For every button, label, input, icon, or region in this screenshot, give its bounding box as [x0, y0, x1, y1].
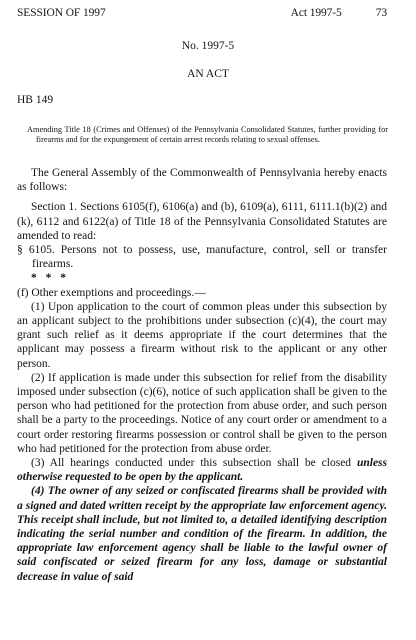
document-number: No. 1997-5 [181, 40, 235, 52]
subsection-f-heading: (f) Other exemptions and proceedings.— [17, 286, 206, 299]
document-body [17, 166, 387, 584]
session-label: SESSION OF 1997 [17, 7, 106, 19]
bill-number: HB 149 [17, 94, 54, 106]
act-and-page [291, 7, 387, 19]
paragraph-3-emphasis: unless otherwise requested to be open by the applicant. [17, 457, 387, 484]
section-1: Section 1. Sections 6105(f), 6106(a) and (b), 6109(a), 6111, 6111.1(b)(2) and (k), 6112 and 6122(a) of Title 18 of the Pennsylvania Consolidated Statutes are amended to read: [17, 201, 387, 242]
paragraph-2: (2) If application is made under this subsection for relief from the disability imposed under subsection (c)(6), notice of such application shall be given to the person who had petitioned for the protection from abuse order, and such person shall be a party to the proceedings. Notice of any court order or amendment to a court order restoring firearms possession or control shall be given to the person who had petitioned for the protection from abuse order. [17, 371, 387, 455]
paragraph-3 [17, 456, 387, 484]
section-heading: § 6105. Persons not to possess, use, manufacture, control, sell or transfer firearms. [17, 244, 387, 271]
act-summary: Amending Title 18 (Crimes and Offenses) of the Pennsylvania Consolidated Statutes, further providing for firearms and for the expungement of certain arrest records relating to sexual offenses. [27, 125, 388, 145]
enacting-clause: The General Assembly of the Commonwealth of Pennsylvania hereby enacts as follows: [17, 167, 387, 194]
document-title: AN ACT [187, 68, 229, 80]
omission-marker: * * * [31, 272, 69, 285]
paragraph-1: (1) Upon application to the court of common pleas under this subsection by an applicant subject to the prohibitions under subsection (c)(4), the court may grant such relief as it deems appropriate if the court determines that the applicant may possess a firearm without risk to the applicant or any other person. [17, 300, 387, 370]
paragraph-4: (4) The owner of any seized or confiscated firearms shall be provided with a signed and dated written receipt by the appropriate law enforcement agency. This receipt shall include, but not limited to, a detailed identifying description indicating the serial number and condition of the firearm. In addition, the appropriate law enforcement agency shall be liable to the lawful owner of said confiscated or seized firearm for any loss, damage or substantial decrease in value of said [17, 485, 387, 583]
act-number: Act 1997-5 [290, 7, 342, 19]
page-number: 73 [375, 7, 387, 19]
paragraph-3-text: (3) All hearings conducted under this subsection shall be closed [31, 457, 357, 470]
